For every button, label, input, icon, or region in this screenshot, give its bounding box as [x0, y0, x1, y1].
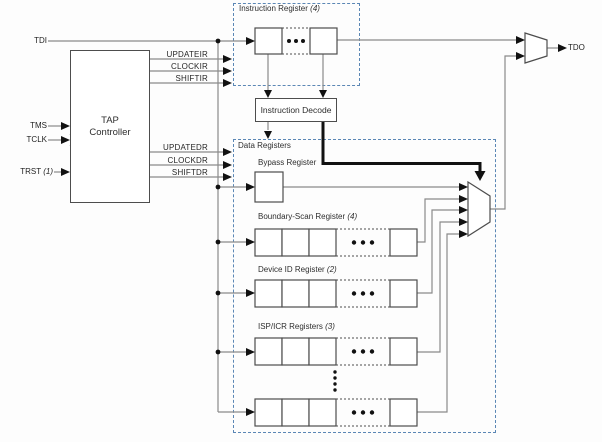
tdo-arrow [558, 44, 567, 52]
ir-decode-arrow-1 [264, 90, 272, 98]
shiftdr-arrow [223, 173, 232, 181]
shiftdr-label: SHIFTDR [171, 168, 208, 177]
bottom-cell [309, 399, 336, 426]
tap-controller-label-line1: TAP [101, 114, 119, 126]
isp-cell [255, 338, 282, 365]
tdi-label: TDI [34, 36, 47, 45]
bypass-register-label: Bypass Register [258, 158, 317, 167]
instruction-decode-box [255, 98, 337, 122]
mux-in2-arrow [459, 195, 468, 203]
clockdr-arrow [223, 161, 232, 169]
tdi-arrow [246, 37, 255, 45]
data-registers-label: Data Registers [238, 141, 291, 150]
instruction-register-label: Instruction Register (4) [239, 4, 320, 13]
tclk-arrow [61, 136, 70, 144]
isp-icr-registers-label: ISP/ICR Registers (3) [258, 322, 335, 331]
decode-select-arrow [475, 171, 486, 181]
bottom-cell [390, 399, 417, 426]
trst-arrow [61, 168, 70, 176]
bottom-out-wire [417, 234, 461, 412]
bypass-cell [255, 172, 283, 202]
data-register-mux [468, 182, 490, 236]
bottom-cell [255, 399, 282, 426]
tdo-mux-in2-arrow [516, 52, 525, 60]
mux-in5-arrow [459, 230, 468, 238]
isp-cell [390, 338, 417, 365]
ir-decode-arrow-2 [319, 90, 327, 98]
clockir-arrow [223, 67, 232, 75]
bottom-cell [282, 399, 309, 426]
shiftir-arrow [223, 79, 232, 87]
devid-cell [282, 280, 309, 307]
bs-cell [255, 229, 282, 256]
ir-cell [255, 28, 282, 54]
decode-dr-arrow [264, 131, 272, 139]
tms-label: TMS [30, 121, 47, 130]
tdo-mux [525, 33, 547, 63]
isp-feed-arrow [246, 348, 255, 356]
clockir-label: CLOCKIR [171, 62, 208, 71]
devid-cell [255, 280, 282, 307]
tclk-label: TCLK [26, 135, 47, 144]
ir-cell [310, 28, 337, 54]
bs-cell [282, 229, 309, 256]
boundary-out-wire [417, 199, 461, 242]
updatedr-label: UPDATEDR [162, 143, 208, 152]
updateir-label: UPDATEIR [166, 50, 208, 59]
isp-cell [282, 338, 309, 365]
devid-cell [390, 280, 417, 307]
bottom-feed-arrow [246, 408, 255, 416]
deviceid-feed-arrow [246, 289, 255, 297]
bs-cell [309, 229, 336, 256]
mux-in4-arrow [459, 218, 468, 226]
tap-controller-label-line2: Controller [89, 126, 131, 138]
tap-controller-box [70, 50, 150, 203]
shiftir-label: SHIFTIR [175, 74, 208, 83]
register-continuation-lines [282, 28, 390, 426]
boundary-feed-arrow [246, 238, 255, 246]
devid-cell [309, 280, 336, 307]
tdo-label: TDO [568, 43, 585, 52]
clockdr-label: CLOCKDR [167, 156, 208, 165]
device-id-register-label: Device ID Register (2) [258, 265, 337, 274]
boundary-scan-register-label: Boundary-Scan Register (4) [258, 212, 358, 221]
updatedr-arrow [223, 148, 232, 156]
bs-cell [390, 229, 417, 256]
mux-in3-arrow [459, 206, 468, 214]
mux-in1-arrow [459, 183, 468, 191]
dr-mux-to-tdo-mux-wire [490, 56, 518, 209]
tms-arrow [61, 122, 70, 130]
bypass-feed-arrow [246, 183, 255, 191]
tdo-mux-in1-arrow [516, 36, 525, 44]
trst-label: TRST (1) [20, 167, 53, 176]
decode-select-wire [323, 122, 480, 173]
updateir-arrow [223, 55, 232, 63]
isp-cell [309, 338, 336, 365]
instruction-decode-label: Instruction Decode [260, 105, 332, 115]
register-cells [255, 28, 417, 426]
